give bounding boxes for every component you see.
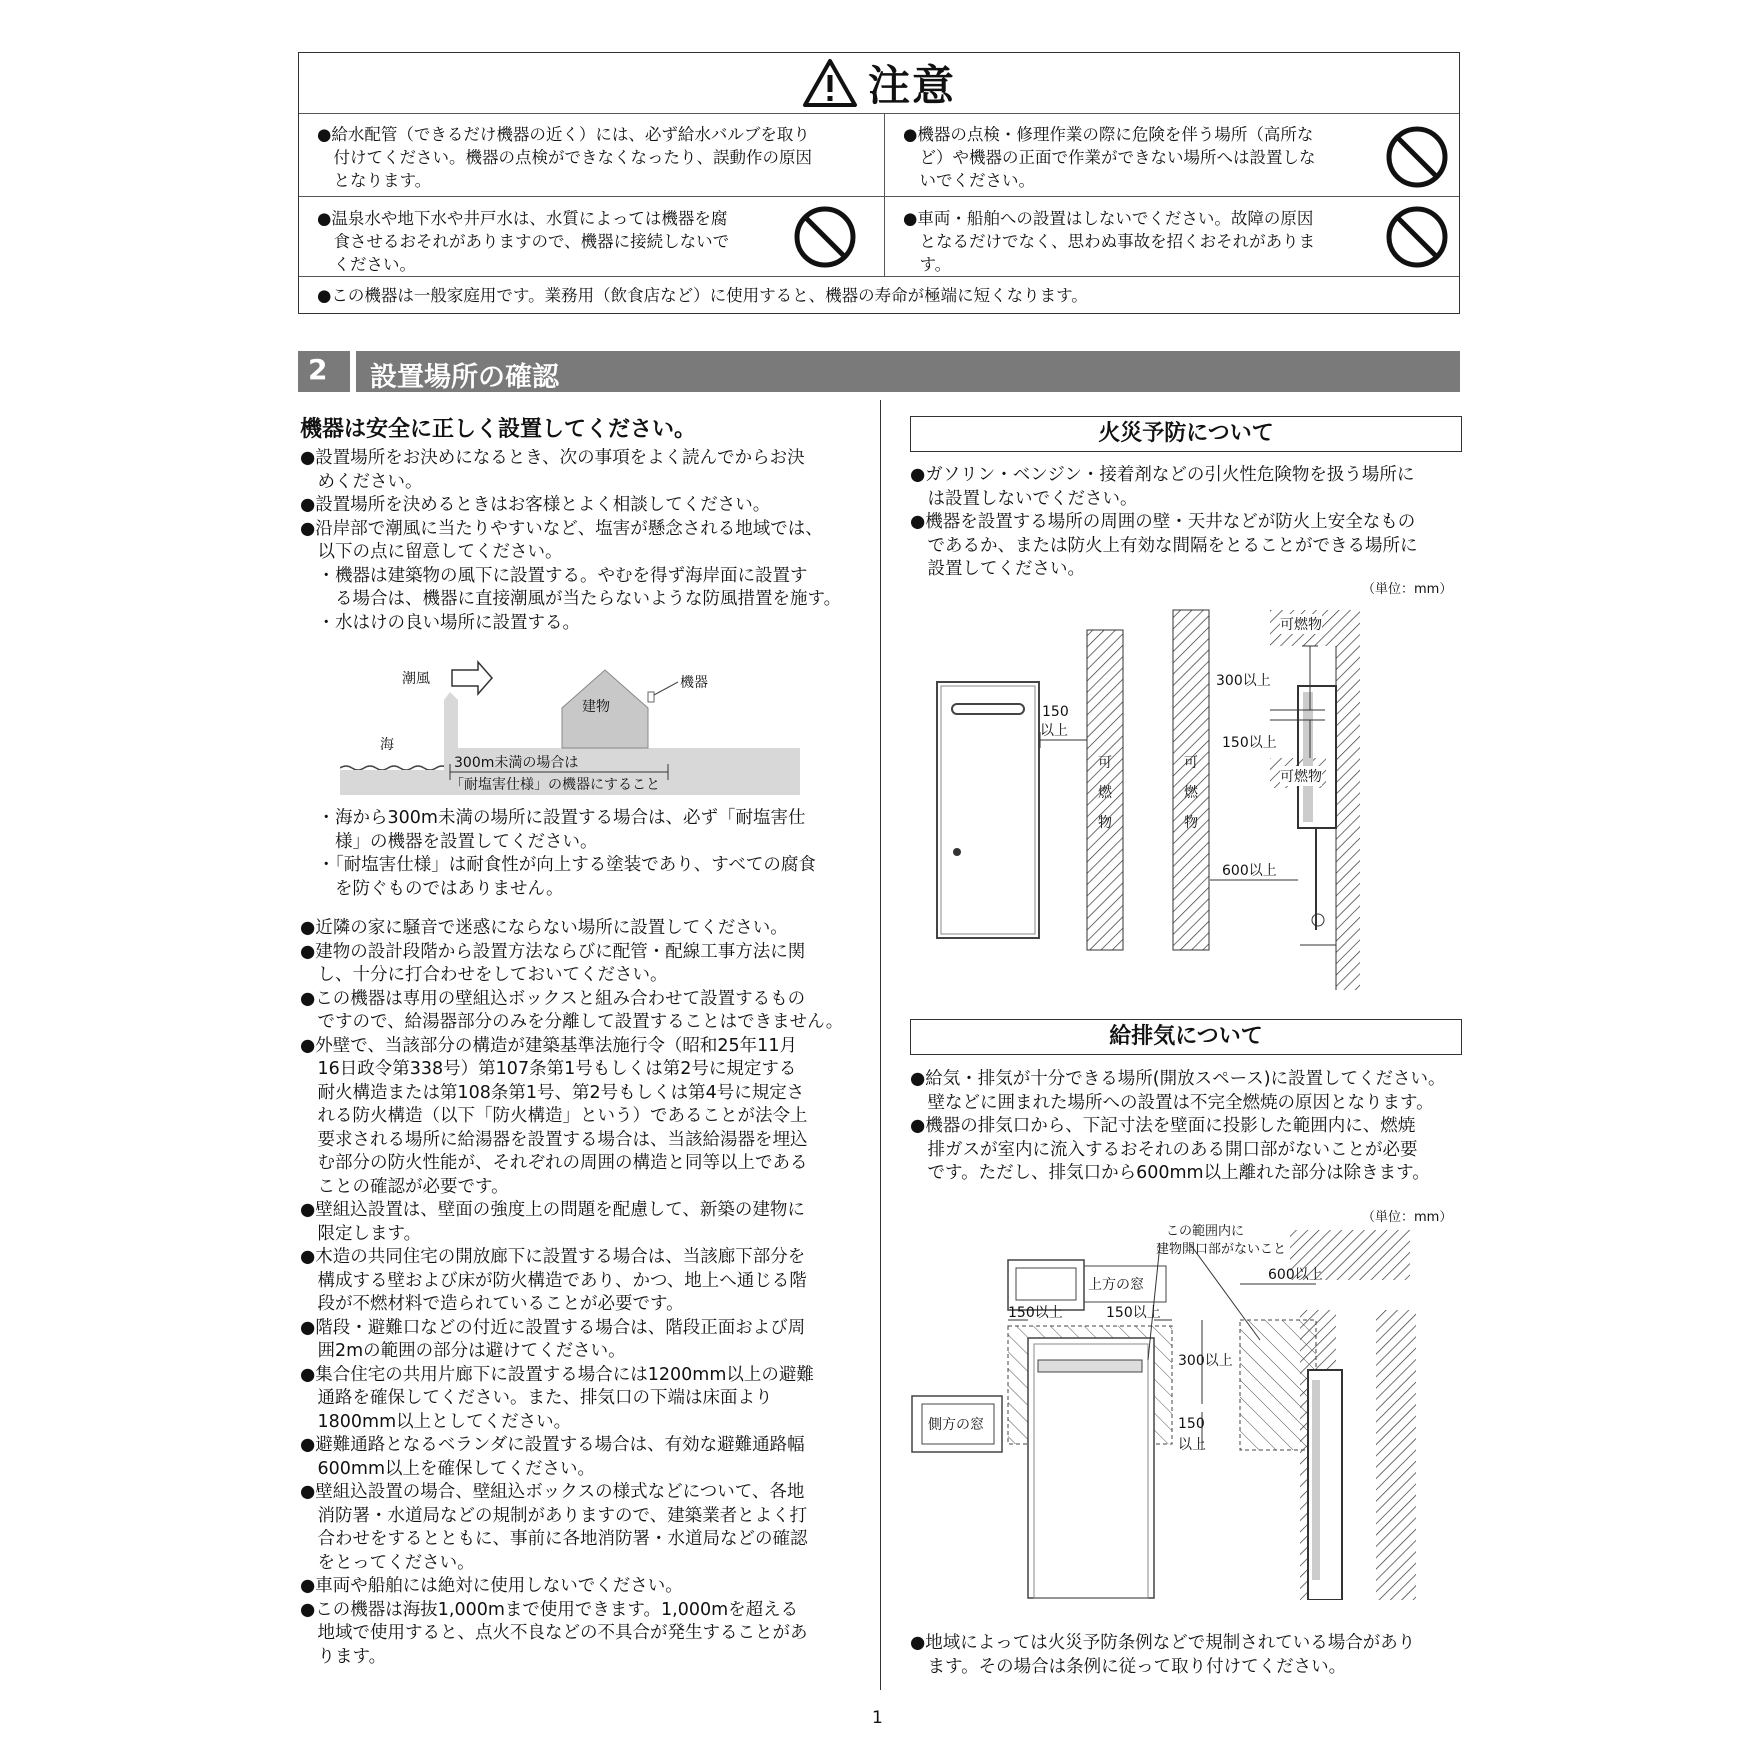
fire-dim-600: 600以上 <box>1222 863 1277 879</box>
fire-text: ●ガソリン・ベンジン・接着剤などの引火性危険物を扱う場所に は設置しないでください。 ●機器を設置する場所の周囲の壁・天井などが防火上安全なもの であるか、または防火上有効な間隔をとることができる場所に 設置してください。 <box>910 465 1418 579</box>
warning-icon <box>802 58 858 108</box>
wind-label: 潮風 <box>402 671 430 687</box>
device-label: 機器 <box>680 675 708 691</box>
caution-item-text: ●給水配管（できるだけ機器の近く）には、必ず給水バルブを取り 付けてください。機器の点検ができなくなったり、誤動作の原因 となります。 <box>317 125 812 190</box>
fire-clearance-diagram <box>930 600 1440 990</box>
exhaust-dim-300: 300以上 <box>1178 1353 1233 1369</box>
caution-item-high-place <box>885 113 1461 196</box>
caution-item-vehicle <box>885 197 1461 276</box>
fire-dim-above: 以上 <box>1040 723 1068 739</box>
fire-dim-300: 300以上 <box>1216 673 1271 689</box>
exhaust-dim-600: 600以上 <box>1268 1267 1323 1283</box>
exhaust-dim-150a: 150以上 <box>1008 1305 1063 1321</box>
section-header <box>298 351 1460 392</box>
combustible-wall-1: 可燃物 <box>1098 755 1112 831</box>
prohibited-icon <box>793 205 857 269</box>
page-number: 1 <box>872 1708 883 1728</box>
caution-item-text: ●機器の点検・修理作業の際に危険を伴う場所（高所な ど）や機器の正面で作業ができない場所へは設置しな いでください。 <box>903 125 1316 190</box>
caution-item-text: ●車両・船舶への設置はしないでください。故障の原因 となるだけでなく、思わぬ事故を招くおそれがありま す。 <box>903 209 1316 274</box>
combustible-top: 可燃物 <box>1280 614 1322 634</box>
unit-label-2: （単位：mm） <box>1362 1210 1453 1225</box>
building-label: 建物 <box>582 699 610 715</box>
coastal-diagram <box>340 660 800 795</box>
left-block-2: ・海から300m未満の場所に設置する場合は、必ず「耐塩害仕 様」の機器を設置してください。 ・「耐塩害仕様」は耐食性が向上する塗装であり、すべての腐食 を防ぐものではありません。 <box>317 808 816 899</box>
exhaust-dim-above: 以上 <box>1178 1437 1206 1453</box>
caution-title-text: 注意 <box>867 61 956 110</box>
fire-heading: 火災予防について <box>910 416 1462 452</box>
exhaust-heading: 給排気について <box>910 1019 1462 1055</box>
fire-dim-150b: 150以上 <box>1222 735 1277 751</box>
exhaust-dim-150c: 150 <box>1178 1416 1205 1432</box>
prohibited-icon <box>1385 125 1449 189</box>
column-divider <box>880 400 881 1690</box>
combustible-mid: 可燃物 <box>1280 766 1322 786</box>
caution-title <box>299 53 1459 114</box>
exhaust-note-2: 建物開口部がないこと <box>1156 1242 1287 1257</box>
caution-item-water-valve <box>299 113 884 196</box>
caution-item-household <box>299 277 1459 315</box>
caution-item-hot-spring <box>299 197 884 276</box>
caution-item-text: ●温泉水や地下水や井戸水は、水質によっては機器を腐 食させるおそれがありますので、機器に接続しないで ください。 <box>317 209 730 274</box>
combustible-wall-2: 可燃物 <box>1184 755 1198 831</box>
caution-item-text: ●この機器は一般家庭用です。業務用（飲食店など）に使用すると、機器の寿命が極端に短くなります。 <box>317 286 1088 305</box>
left-block-1: ●設置場所をお決めになるとき、次の事項をよく読んでからお決 めください。 ●設置場所を決めるときはお客様とよく相談してください。 ●沿岸部で潮風に当たりやすいなど、塩害が懸念される地域では、 以下の点に留意してください。 ・機器は建築物の風下に設置する。やむを得ず海岸面に設置す る場合は、機器に直接潮風が当たらないような防風措置を施す。 ・水はけの良い場所に設置する。 <box>300 448 842 633</box>
exhaust-dim-150b: 150以上 <box>1106 1305 1161 1321</box>
caution-box <box>298 52 1460 314</box>
range-label-1: 300m未満の場合は <box>454 755 579 771</box>
exhaust-note-1: この範囲内に <box>1166 1224 1245 1239</box>
exhaust-diagram-drawing <box>910 1220 1440 1600</box>
range-label-2: 「耐塩害仕様」の機器にすること <box>450 777 660 793</box>
footer-text: ●地域によっては火災予防条例などで規制されている場合があり ます。その場合は条例に従って取り付けてください。 <box>910 1633 1416 1677</box>
sea-label: 海 <box>380 737 394 753</box>
exhaust-clearance-diagram <box>910 1220 1440 1600</box>
section-title: 設置場所の確認 <box>370 362 559 393</box>
exhaust-text: ●給気・排気が十分できる場所(開放スペース)に設置してください。 壁などに囲まれた場所への設置は不完全燃焼の原因となります。 ●機器の排気口から、下記寸法を壁面に投影した範囲内に、燃焼 排ガスが室内に流入するおそれのある開口部がないことが必要 です。ただし、排気口から600mm以上離れた部分は除きます。 <box>910 1069 1446 1183</box>
section-number: 2 <box>308 353 328 386</box>
prohibited-icon <box>1385 205 1449 269</box>
lead-text: 機器は安全に正しく設置してください。 <box>300 417 697 442</box>
left-block-3: ●近隣の家に騒音で迷惑にならない場所に設置してください。 ●建物の設計段階から設置方法ならびに配管・配線工事方法に関 し、十分に打合わせをしておいてください。 ●この機器は専用の壁組込ボックスと組み合わせて設置するもの ですので、給湯器部分のみを分離して設置することはできません。 ●外壁で、当該部分の構造が建築基準法施行令（昭和25年11月 16日政令第338号）第107条第1号もしくは第2号に規定する 耐火構造または第108条第1号、第2号もしくは第4号に規定さ れる防火構造（以下「防火構造」という）であることが法令上 要求される場所に給湯器を設置する場合は、当該給湯器を埋込 む部分の防火性能が、それぞれの周囲の構造と同等以上である ことの確認が必要です。 ●壁組込設置は、壁面の強度上の問題を配慮して、新築の建物に 限定します。 ●木造の共同住宅の開放廊下に設置する場合は、当該廊下部分を 構成する壁および床が防火構造であり、かつ、地上へ通じる階 段が不燃材料で造られていることが必要です。 ●階段・避難口などの付近に設置する場合は、階段正面および周 囲2mの範囲の部分は避けてください。 ●集合住宅の共用片廊下に設置する場合には1200mm以上の避難 通路を確保してください。また、排気口の下端は床面より 1800mm以上としてください。 ●避難通路となるベランダに設置する場合は、有効な避難通路幅 600mm以上を確保してください。 ●壁組込設置の場合、壁組込ボックスの様式などについて、各地 消防署・水道局などの規制がありますので、建築業者とよく打 合わせをするとともに、事前に各地消防署・水道局などの確認 をとってください。 ●車両や船舶には絶対に使用しないでください。 ●この機器は海抜1,000mまで使用できます。1,000mを超える 地域で使用すると、点火不良などの不具合が発生することがあ ります。 <box>300 918 844 1667</box>
fire-dim-150: 150 <box>1042 704 1069 720</box>
side-window-label: 側方の窓 <box>928 1417 984 1433</box>
unit-label-1: （単位：mm） <box>1362 582 1453 597</box>
upper-window-label: 上方の窓 <box>1088 1277 1144 1293</box>
